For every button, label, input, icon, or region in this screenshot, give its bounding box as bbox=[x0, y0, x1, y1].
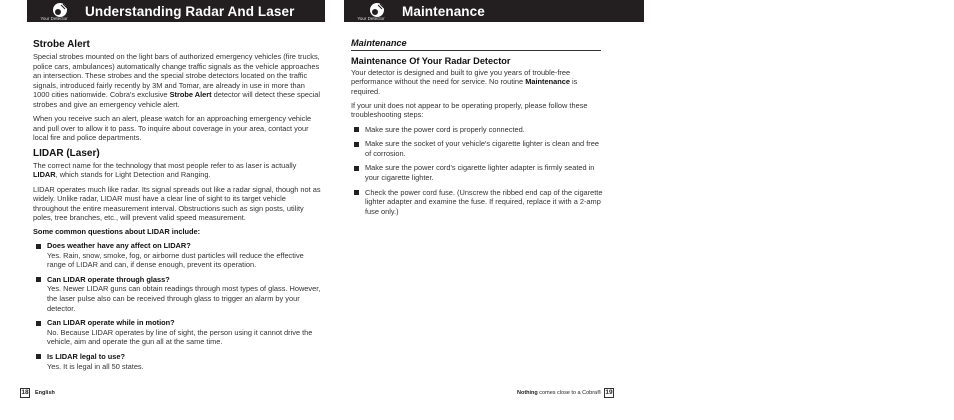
text-run: Special strobes mounted on the light bars of authorized emergency vehicles (fire trucks, police cars, ambulances) automatically change traffic signals as the vehicle approaches an intersection. These strobes and the special strobe detectors located on the traffic signals, introduced fairly recently by 3M and Tomar, are already in use in more than 1000 cities nationwide. Cobra's exclusive bbox=[33, 52, 320, 100]
qa-question: Can LIDAR operate through glass? bbox=[47, 274, 170, 284]
text-run: The correct name for the technology that most people refer to as laser is actually bbox=[33, 160, 297, 170]
qa-answer: Yes. It is legal in all 50 states. bbox=[47, 361, 144, 371]
qa-question: Does weather have any affect on LIDAR? bbox=[47, 241, 191, 250]
text-run: is required. bbox=[351, 77, 578, 96]
strobe-alert-heading: Strobe Alert bbox=[33, 39, 90, 50]
tagline-rest: comes close to a Cobra® bbox=[537, 390, 602, 396]
page-title: Understanding Radar And Laser bbox=[85, 4, 295, 19]
troubleshooting-step: Make sure the power cord's cigarette lighter adapter is firmly seated in your cigarette lighter. bbox=[351, 163, 606, 182]
qa-item bbox=[33, 318, 323, 347]
maintenance-bold: Maintenance bbox=[525, 77, 570, 87]
footer-tagline bbox=[517, 390, 601, 396]
qa-item bbox=[33, 275, 323, 313]
detector-badge-icon bbox=[349, 0, 391, 22]
maintenance-paragraph-2: If your unit does not appear to be operating properly, please follow these troubleshooting steps: bbox=[351, 100, 588, 120]
page-title: Maintenance bbox=[402, 4, 485, 19]
detector-badge-icon bbox=[32, 0, 74, 22]
qa-answer: Yes. Rain, snow, smoke, fog, or airborne dust particles will reduce the effective range of LIDAR and can, if dense enough, prevent its operation. bbox=[47, 250, 304, 270]
maintenance-section-heading: Maintenance bbox=[351, 39, 601, 51]
text-run: Your detector is designed and built to give you years of trouble-free performance without the need for service. No routine bbox=[351, 67, 571, 87]
lidar-heading: LIDAR (Laser) bbox=[33, 147, 100, 159]
text-run: detector will detect these special strobes and give an emergency vehicle alert. bbox=[33, 90, 321, 109]
left-page-header bbox=[27, 0, 325, 22]
lidar-paragraph-1 bbox=[33, 161, 323, 180]
troubleshooting-step: Check the power cord fuse. (Unscrew the ribbed end cap of the cigarette lighter adapter and examine the fuse. If required, replace it with a 2-amp fuse only.) bbox=[351, 188, 606, 217]
qa-item bbox=[33, 352, 323, 371]
qa-question: Is LIDAR legal to use? bbox=[47, 351, 126, 361]
language-label: English bbox=[35, 390, 55, 396]
strobe-alert-bold: Strobe Alert bbox=[169, 90, 212, 100]
qa-answer: No. Because LIDAR operates by line of sight, the person using it cannot drive the vehicle, aim and operate the gun all at the same time. bbox=[47, 327, 313, 347]
left-page-content bbox=[33, 39, 323, 376]
tagline-bold: Nothing bbox=[517, 390, 538, 396]
qa-item bbox=[33, 241, 323, 270]
maintenance-subheading: Maintenance Of Your Radar Detector bbox=[351, 55, 511, 66]
troubleshooting-step: Make sure the power cord is properly connected. bbox=[351, 125, 606, 135]
qa-answer: Yes. Newer LIDAR guns can obtain readings through most types of glass. However, the laser pulse also can be received through glass to trigger an alarm by your detector. bbox=[47, 284, 321, 313]
troubleshooting-step: Make sure the socket of your vehicle's cigarette lighter is clean and free of corrosion. bbox=[351, 139, 606, 158]
text-run: , which stands for Light Detection and Ranging. bbox=[55, 170, 211, 180]
right-page-header bbox=[344, 0, 644, 22]
qa-intro: Some common questions about LIDAR include: bbox=[33, 227, 201, 237]
maintenance-paragraph-1 bbox=[351, 68, 606, 97]
lidar-paragraph-2: LIDAR operates much like radar. Its signal spreads out like a radar signal, though not as widely. Unlike radar, LIDAR must have a clear line of sight to its target vehicle throughout the entire measurement interval. Obstructions such as sign posts, utility poles, tree branches, etc., will prevent valid speed measurement. bbox=[33, 184, 321, 223]
page-number: 19 bbox=[605, 389, 613, 396]
badge-label: Your Detector bbox=[40, 16, 68, 21]
page-number: 18 bbox=[21, 389, 29, 396]
strobe-paragraph-2: When you receive such an alert, please watch for an approaching emergency vehicle and pull over to allow it to pass. To inquire about coverage in your area, contact your local fire and police departments. bbox=[33, 114, 312, 143]
strobe-paragraph-1 bbox=[33, 52, 323, 110]
badge-label: Your Detector bbox=[357, 16, 385, 21]
right-page-content bbox=[351, 39, 606, 221]
qa-question: Can LIDAR operate while in motion? bbox=[47, 318, 175, 328]
lidar-bold: LIDAR bbox=[33, 170, 56, 180]
